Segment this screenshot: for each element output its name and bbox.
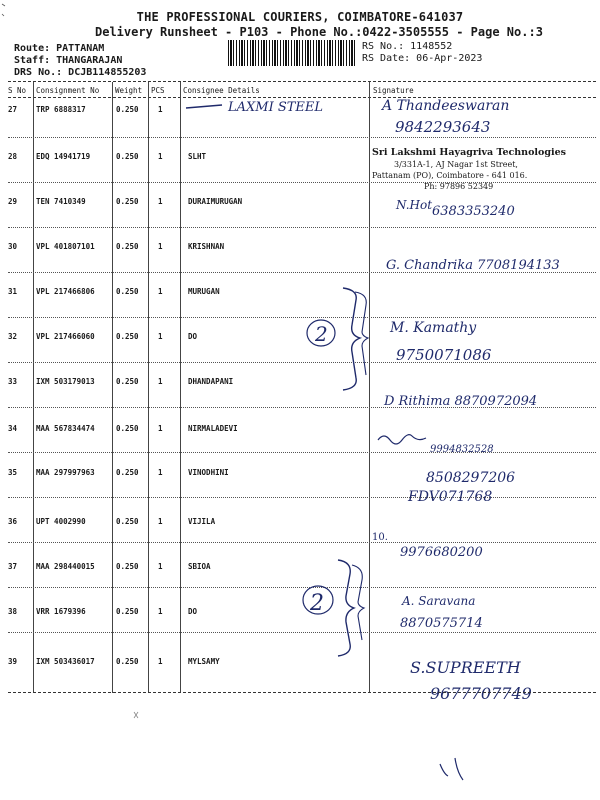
row-consignment-no: MAA 567834474 — [36, 424, 95, 433]
column-header-signature: Signature — [373, 86, 414, 95]
rs-date: RS Date: 06-Apr-2023 — [362, 53, 483, 64]
signature-name: S.SUPREETH — [410, 658, 521, 677]
signature-phone: 8870575714 — [400, 616, 483, 631]
row-weight: 0.250 — [116, 468, 139, 477]
row-consignment-no: IXM 503179013 — [36, 377, 95, 386]
row-consignment-no: VRR 1679396 — [36, 607, 86, 616]
row-weight: 0.250 — [116, 105, 139, 114]
row-sno: 33 — [8, 377, 18, 386]
column-header-consignment: Consignment No — [36, 86, 100, 95]
signature-name: 8508297206 — [426, 470, 516, 486]
row-sno: 36 — [8, 517, 18, 526]
row-pcs: 1 — [158, 332, 163, 341]
signature-name: N.Hot — [396, 198, 433, 212]
column-header-consignee: Consignee Details — [183, 86, 260, 95]
row-pcs: 1 — [158, 517, 163, 526]
route-label: Route: PATTANAM — [14, 43, 105, 54]
signature-phone: 6383353240 — [432, 204, 515, 219]
row-consignee: DURAIMURUGAN — [188, 197, 243, 206]
row-sno: 32 — [8, 332, 18, 341]
row-consignment-no: VPL 217466060 — [36, 332, 95, 341]
row-weight: 0.250 — [116, 332, 139, 341]
row-sno: 35 — [8, 468, 18, 477]
row-consignee: SBIOA — [188, 562, 211, 571]
staff-label: Staff: THANGARAJAN — [14, 55, 123, 66]
row-consignment-no: VPL 401807101 — [36, 242, 95, 251]
row-consignment-no: MAA 297997963 — [36, 468, 95, 477]
signature-name: M. Kamathy — [390, 320, 477, 336]
row-pcs: 1 — [158, 424, 163, 433]
row-pcs: 1 — [158, 657, 163, 666]
row-pcs: 1 — [158, 377, 163, 386]
row-sno: 39 — [8, 657, 18, 666]
signature-phone: 9677707749 — [430, 684, 532, 703]
row-weight: 0.250 — [116, 562, 139, 571]
row-pcs: 1 — [158, 197, 163, 206]
row-sno: 30 — [8, 242, 18, 251]
signature-phone: 9750071086 — [396, 346, 492, 364]
row-sno: 38 — [8, 607, 18, 616]
signature-phone: 9842293643 — [395, 118, 491, 136]
row-weight: 0.250 — [116, 197, 139, 206]
signature-name: A Thandeeswaran — [382, 98, 510, 114]
row-consignee: VINODHINI — [188, 468, 229, 477]
row-consignee: VIJILA — [188, 517, 216, 526]
row-sno: 31 — [8, 287, 18, 296]
svg-text:10.: 10. — [372, 532, 388, 543]
row-pcs: 1 — [158, 607, 163, 616]
annotation-circle-number: 2 — [310, 591, 324, 616]
row-consignment-no: TEN 7410349 — [36, 197, 86, 206]
row-weight: 0.250 — [116, 657, 139, 666]
row-consignee: KRISHNAN — [188, 242, 225, 251]
drs-label: DRS No.: DCJB114855203 — [14, 67, 147, 78]
stamp-line-company: Sri Lakshmi Hayagriva Technologies — [372, 147, 567, 158]
row-weight: 0.250 — [116, 242, 139, 251]
row-sno: 27 — [8, 105, 18, 114]
row-consignment-no: UPT 4002990 — [36, 517, 86, 526]
row-sno: 28 — [8, 152, 18, 161]
signature-name: 9994832528 — [430, 444, 494, 455]
stamp-line-address: 3/331A-1, AJ Nagar 1st Street, — [394, 160, 518, 169]
stamp-line-phone: Ph: 97896 52349 — [424, 182, 494, 191]
rs-number: RS No.: 1148552 — [362, 41, 453, 52]
document-title: THE PROFESSIONAL COURIERS, COIMBATORE-641037 — [136, 10, 464, 24]
row-pcs: 1 — [158, 242, 163, 251]
row-weight: 0.250 — [116, 377, 139, 386]
row-weight: 0.250 — [116, 517, 139, 526]
row-consignee: DO — [188, 332, 198, 341]
row-consignee: SLHT — [188, 152, 207, 161]
row-pcs: 1 — [158, 562, 163, 571]
column-header-pcs: PCS — [151, 86, 165, 95]
row-consignment-no: VPL 217466806 — [36, 287, 95, 296]
row-pcs: 1 — [158, 105, 163, 114]
document-subtitle: Delivery Runsheet - P103 - Phone No.:0422-3505555 - Page No.:3 — [95, 25, 543, 39]
row-consignee: NIRMALADEVI — [188, 424, 238, 433]
row-consignment-no: MAA 298440015 — [36, 562, 95, 571]
row-consignee: DHANDAPANI — [188, 377, 234, 386]
annotation-circle-number: 2 — [315, 322, 328, 346]
row-consignment-no: EDQ 14941719 — [36, 152, 91, 161]
row-pcs: 1 — [158, 287, 163, 296]
row-pcs: 1 — [158, 152, 163, 161]
row-weight: 0.250 — [116, 424, 139, 433]
row-consignment-no: TRP 6888317 — [36, 105, 86, 114]
column-header-sno: S No — [8, 86, 27, 95]
signature-name: A. Saravana — [402, 594, 476, 608]
column-header-weight: Weight — [115, 86, 143, 95]
row-sno: 34 — [8, 424, 18, 433]
signature-name: G. Chandrika 7708194133 — [386, 258, 560, 273]
row-sno: 37 — [8, 562, 18, 571]
row-consignee: MURUGAN — [188, 287, 220, 296]
row-weight: 0.250 — [116, 607, 139, 616]
row-consignee: MYLSAMY — [188, 657, 220, 666]
row-consignee: DO — [188, 607, 198, 616]
handwritten-consignee: LAXMI STEEL — [228, 100, 324, 115]
stamp-line-city: Pattanam (PO), Coimbatore - 641 016. — [372, 171, 528, 180]
signature-name: D Rithima 8870972094 — [384, 394, 538, 409]
row-sno: 29 — [8, 197, 18, 206]
signature-phone: 9976680200 — [400, 545, 483, 560]
signature-phone: FDV071768 — [408, 489, 493, 505]
row-weight: 0.250 — [116, 287, 139, 296]
row-pcs: 1 — [158, 468, 163, 477]
row-consignment-no: IXM 503436017 — [36, 657, 95, 666]
row-weight: 0.250 — [116, 152, 139, 161]
